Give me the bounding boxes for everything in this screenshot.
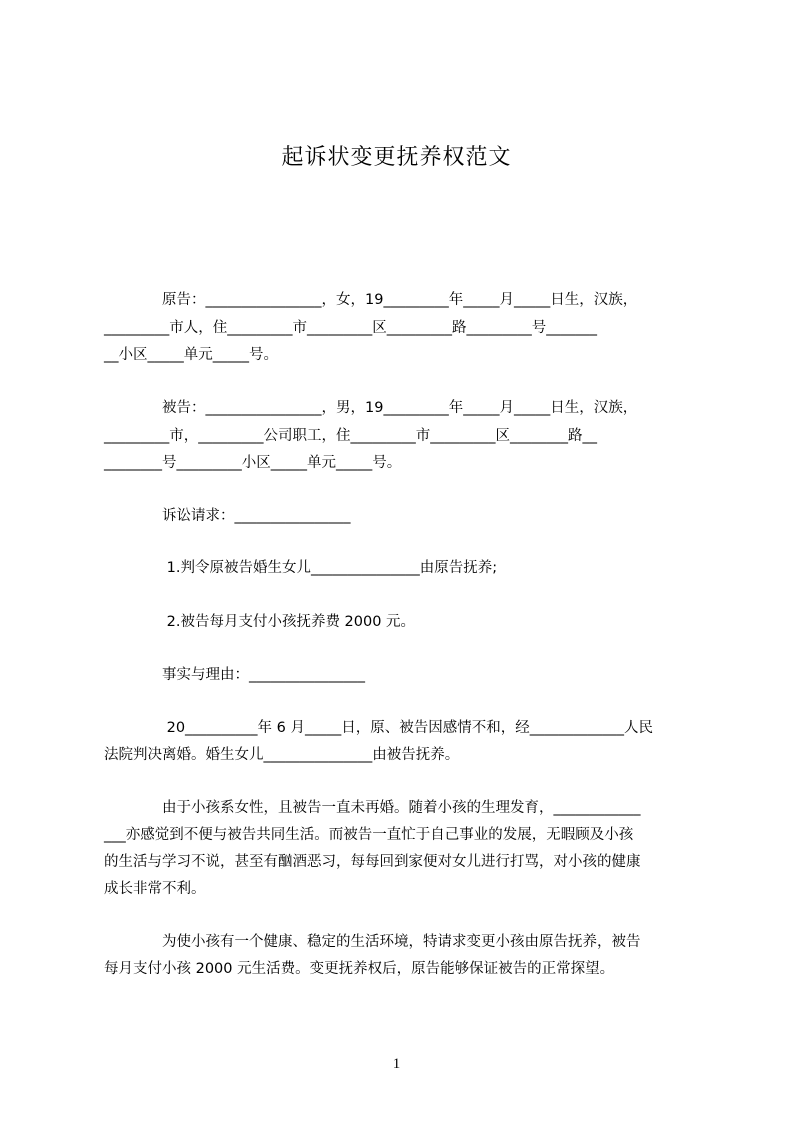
facts-paragraph-2-line-4: 成长非常不利。	[104, 881, 206, 897]
plaintiff-line-3: __小区_____单元_____号。	[104, 347, 278, 363]
facts-paragraph-3-line-2: 每月支付小孩 2000 元生活费。变更抚养权后，原告能够保证被告的正常探望。	[104, 961, 615, 977]
document-title: 起诉状变更抚养权范文	[281, 145, 512, 170]
facts-paragraph-3-line-1: 为使小孩有一个健康、稳定的生活环境，特请求变更小孩由原告抚养，被告	[104, 934, 641, 950]
claim-item-2: 2.被告每月支付小孩抚养费 2000 元。	[104, 614, 416, 630]
defendant-line-1: 被告：________________，男，19_________年_____月_____日生，汉族，	[104, 400, 638, 416]
facts-paragraph-2-line-1: 由于小孩系女性，且被告一直未再婚。随着小孩的生理发育，____________	[104, 800, 641, 816]
facts-paragraph-2-line-3: 的生活与学习不说，甚至有酗酒恶习，每每回到家便对女儿进行打骂，对小孩的健康	[104, 854, 641, 870]
facts-paragraph-1-line-2: 法院判决离婚。婚生女儿_______________由被告抚养。	[104, 747, 460, 763]
facts-paragraph-2-line-2: ___亦感觉到不便与被告共同生活。而被告一直忙于自己事业的发展，无暇顾及小孩	[104, 827, 634, 843]
facts-paragraph-1-line-1: 20__________年 6 月_____日，原、被告因感情不和，经_____________人民	[104, 720, 654, 736]
defendant-line-3: ________号_________小区_____单元_____号。	[104, 455, 402, 471]
claim-item-1: 1.判令原被告婚生女儿_______________由原告抚养;	[104, 560, 498, 576]
facts-heading: 事实与理由：________________	[104, 667, 365, 683]
plaintiff-line-1: 原告：________________，女，19_________年_____月_____日生，汉族，	[104, 292, 638, 308]
defendant-line-2: _________市，_________公司职工，住_________市_________区________路__	[104, 428, 597, 444]
claims-heading: 诉讼请求：________________	[104, 508, 351, 524]
plaintiff-line-2: _________市人，住_________市_________区_________路_________号_______	[104, 320, 597, 336]
page-number: 1	[392, 1056, 401, 1072]
